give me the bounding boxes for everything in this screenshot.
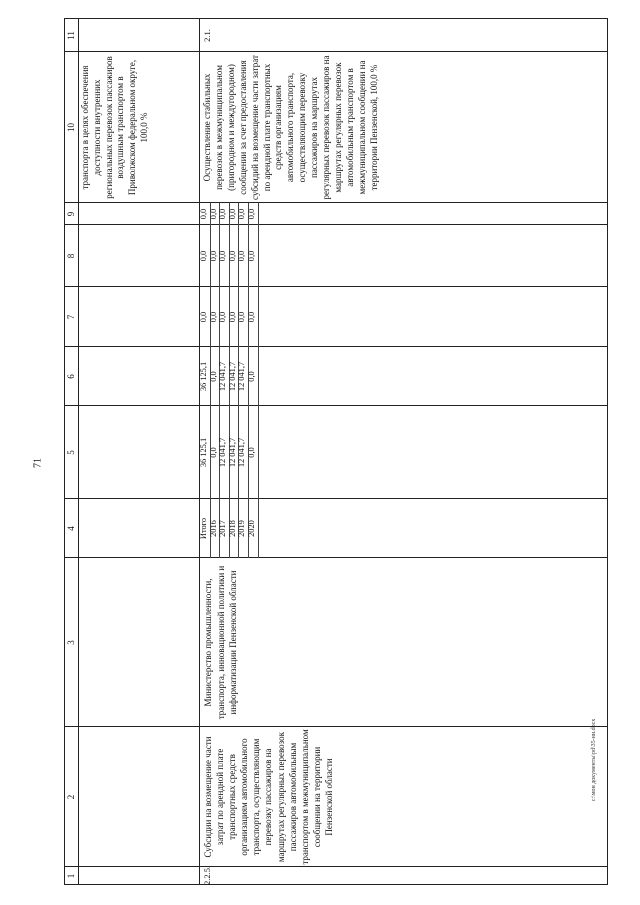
funding-cell-c8: 0,0 xyxy=(218,250,228,262)
measure-name: Субсидии на возмещение части затрат по арендной плате транспортных средств организациям автомобильного транспорта, осуществляющим перевозку пассажиров на маршрутах регулярных перевозок пассажиров автомобильным транспортом в межмуниципальном сообщении на территории Пензенской области xyxy=(203,729,334,865)
funding-cell-c6: 0,0 xyxy=(247,371,256,382)
col-header-1: 1 xyxy=(66,873,76,879)
col-header-10: 10 xyxy=(66,123,76,132)
page-number: 71 xyxy=(32,458,44,468)
funding-cell-c6: 12 041,7 xyxy=(237,361,247,392)
funding-cell-c7: 0,0 xyxy=(227,311,237,323)
program-table xyxy=(64,18,608,885)
funding-cell-c4: 2016 xyxy=(208,520,218,537)
funding-cell-c5: 36 125,1 xyxy=(199,437,208,468)
funding-cell-c9: 0,0 xyxy=(237,208,247,220)
funding-cell-c8: 0,0 xyxy=(227,250,237,262)
expected-result: Осуществление стабильных перевозок в межмуниципальном (пригородном и междугородном) сообщении за счет предоставления субсидий на возмещение части затрат по арендной плате транспортных средств организациям автомобильного транспорта, осуществляющим перевозку пассажиров на маршрутах регулярных перевозок пассажиров на маршрутах регулярных перевозок автомобильным транспортом в межмуниципальном сообщении на территории Пензенской, 100,0 % xyxy=(202,55,379,200)
funding-cell-c7: 0,0 xyxy=(237,311,247,323)
funding-cell-c7: 0,0 xyxy=(208,311,218,323)
funding-cell-c7: 0,0 xyxy=(247,311,256,323)
funding-cell-c8: 0,0 xyxy=(208,250,218,262)
row-number: 2.2.5. xyxy=(202,865,212,885)
funding-cell-c9: 0,0 xyxy=(208,208,218,220)
funding-cell-c4: 2019 xyxy=(237,520,247,537)
col-header-9: 9 xyxy=(66,211,76,217)
funding-cell-c7: 0,0 xyxy=(199,311,208,323)
funding-cell-c9: 0,0 xyxy=(218,208,228,220)
funding-cell-c4: 2020 xyxy=(247,520,256,537)
funding-cell-c5: 0,0 xyxy=(247,447,256,458)
col-header-3: 3 xyxy=(66,640,76,645)
funding-cell-c5: 0,0 xyxy=(208,447,218,458)
funding-cell-c4: 2018 xyxy=(227,520,237,537)
funding-cell-c4: Итого xyxy=(199,517,208,540)
funding-cell-c5: 12 041,7 xyxy=(227,437,237,468)
funding-cell-c5: 12 041,7 xyxy=(218,437,228,468)
funding-cell-c6: 12 041,7 xyxy=(218,361,228,392)
col-header-6: 6 xyxy=(66,374,76,379)
col-header-11: 11 xyxy=(66,31,76,40)
responsible-executor: Министерство промышленности, транспорта, инновационной политики и информатизации Пензенской области xyxy=(203,565,238,720)
indicator-link: 2.1. xyxy=(202,29,212,42)
funding-cell-c8: 0,0 xyxy=(237,250,247,262)
funding-cell-c4: 2017 xyxy=(218,520,228,537)
funding-cell-c6: 12 041,7 xyxy=(227,361,237,392)
col-header-4: 4 xyxy=(66,526,76,531)
funding-cell-c8: 0,0 xyxy=(199,250,208,262)
carryover-result-text: транспорта в целях обеспечения доступности внутренних региональных перевозок пассажиров воздушным транспортом в Приволжском федеральном округе, 100,0 % xyxy=(80,56,149,199)
funding-cell-c7: 0,0 xyxy=(218,311,228,323)
funding-cell-c9: 0,0 xyxy=(227,208,237,220)
col-header-8: 8 xyxy=(66,253,76,259)
col-header-2: 2 xyxy=(66,794,76,800)
col-header-5: 5 xyxy=(66,450,76,455)
funding-cell-c6: 0,0 xyxy=(208,371,218,382)
funding-cell-c8: 0,0 xyxy=(247,250,256,262)
table-container xyxy=(64,18,608,885)
funding-cell-c6: 36 125,1 xyxy=(199,361,208,392)
funding-row-divider xyxy=(258,203,259,558)
footer-file-path: c:\мои документы\pd\35-ни.docx xyxy=(591,718,597,802)
col-header-7: 7 xyxy=(66,314,76,320)
funding-cell-c9: 0,0 xyxy=(247,208,256,220)
funding-cell-c5: 12 041,7 xyxy=(237,437,247,468)
funding-cell-c9: 0,0 xyxy=(199,208,208,220)
